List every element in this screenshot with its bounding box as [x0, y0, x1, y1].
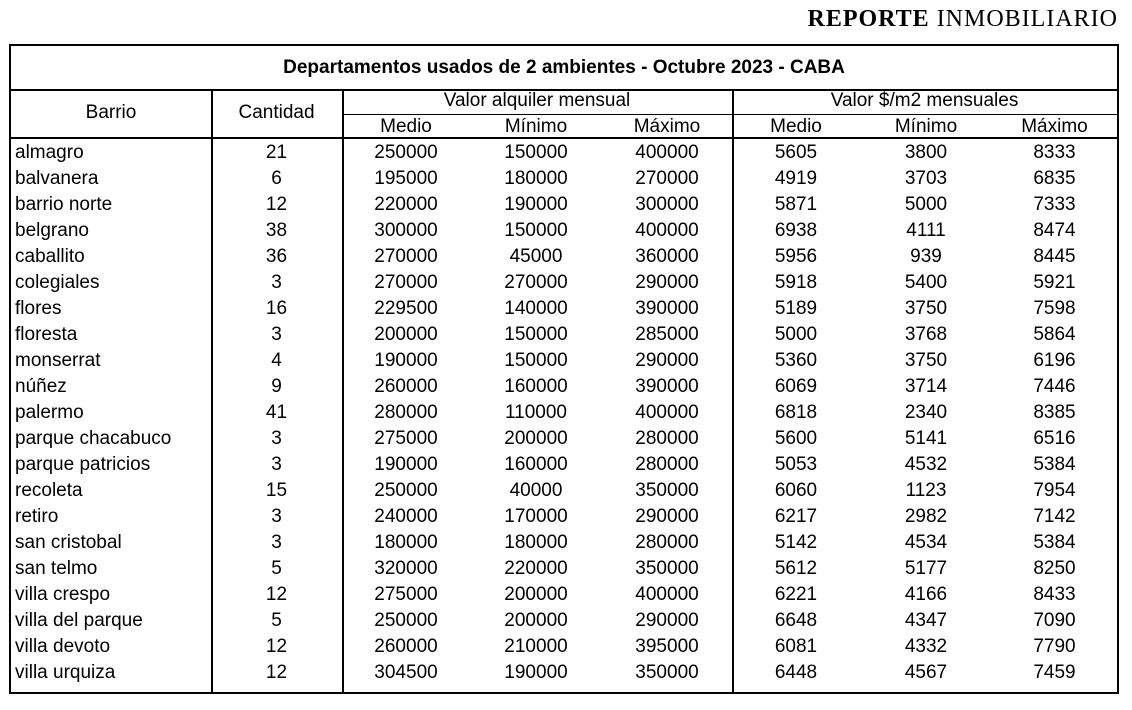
cell-m2-medio: 5871 — [774, 194, 818, 215]
table-row — [11, 140, 1117, 166]
cell-m2-medio: 6069 — [774, 376, 818, 397]
cell-m2-medio: 5142 — [774, 532, 818, 553]
cell-m2-medio: 6938 — [774, 220, 818, 241]
header-m2-maximo: Máximo — [1021, 116, 1088, 137]
cell-m2-maximo: 5921 — [1033, 272, 1076, 293]
cell-barrio: san telmo — [15, 558, 98, 579]
cell-m2-maximo: 5384 — [1033, 454, 1076, 475]
cell-alquiler-minimo: 200000 — [504, 584, 568, 605]
cell-cantidad: 12 — [265, 584, 288, 605]
cell-alquiler-maximo: 390000 — [635, 376, 699, 397]
header-alquiler-medio: Medio — [380, 116, 432, 137]
cell-alquiler-minimo: 150000 — [504, 220, 568, 241]
cell-m2-maximo: 7954 — [1033, 480, 1076, 501]
table-row — [11, 608, 1117, 634]
cell-cantidad: 4 — [271, 350, 282, 371]
cell-m2-maximo: 8333 — [1033, 142, 1076, 163]
table-row — [11, 582, 1117, 608]
cell-m2-minimo: 4166 — [904, 584, 948, 605]
cell-m2-minimo: 5000 — [904, 194, 948, 215]
cell-m2-medio: 6448 — [774, 662, 818, 683]
cell-m2-medio: 6217 — [774, 506, 818, 527]
cell-alquiler-medio: 240000 — [374, 506, 438, 527]
cell-alquiler-maximo: 300000 — [635, 194, 699, 215]
cell-alquiler-maximo: 360000 — [635, 246, 699, 267]
cell-m2-maximo: 6196 — [1033, 350, 1076, 371]
cell-m2-minimo: 3800 — [904, 142, 948, 163]
cell-alquiler-minimo: 180000 — [504, 532, 568, 553]
cell-cantidad: 3 — [271, 428, 282, 449]
cell-alquiler-medio: 275000 — [374, 584, 438, 605]
report-table — [9, 44, 1119, 694]
cell-m2-minimo: 3750 — [904, 350, 948, 371]
cell-m2-medio: 5956 — [774, 246, 818, 267]
cell-m2-medio: 5918 — [774, 272, 818, 293]
cell-alquiler-medio: 270000 — [374, 272, 438, 293]
cell-m2-maximo: 7790 — [1033, 636, 1076, 657]
table-row — [11, 556, 1117, 582]
cell-m2-medio: 6081 — [774, 636, 818, 657]
header-alquiler-maximo: Máximo — [633, 116, 701, 137]
cell-alquiler-maximo: 290000 — [635, 610, 699, 631]
cell-cantidad: 5 — [271, 558, 282, 579]
cell-alquiler-medio: 270000 — [374, 246, 438, 267]
cell-m2-medio: 6060 — [774, 480, 818, 501]
cell-alquiler-maximo: 400000 — [635, 220, 699, 241]
cell-m2-maximo: 7142 — [1033, 506, 1076, 527]
table-row — [11, 244, 1117, 270]
table-row — [11, 660, 1117, 686]
cell-alquiler-maximo: 270000 — [635, 168, 699, 189]
table-row — [11, 400, 1117, 426]
cell-barrio: palermo — [15, 402, 84, 423]
cell-alquiler-minimo: 200000 — [504, 610, 568, 631]
cell-barrio: monserrat — [15, 350, 101, 371]
cell-alquiler-maximo: 350000 — [635, 480, 699, 501]
cell-alquiler-minimo: 180000 — [504, 168, 568, 189]
cell-alquiler-medio: 190000 — [374, 350, 438, 371]
cell-barrio: parque chacabuco — [15, 428, 172, 449]
cell-alquiler-minimo: 190000 — [504, 662, 568, 683]
table-row — [11, 452, 1117, 478]
cell-m2-minimo: 4347 — [904, 610, 948, 631]
cell-cantidad: 3 — [271, 506, 282, 527]
cell-alquiler-minimo: 150000 — [504, 142, 568, 163]
header-alquiler-minimo: Mínimo — [504, 116, 568, 137]
cell-cantidad: 16 — [265, 298, 288, 319]
header-barrio: Barrio — [85, 102, 137, 123]
cell-cantidad: 41 — [265, 402, 288, 423]
cell-m2-medio: 5612 — [774, 558, 818, 579]
table-row — [11, 348, 1117, 374]
cell-alquiler-medio: 220000 — [374, 194, 438, 215]
header-group-m2: Valor $/m2 mensuales — [830, 90, 1019, 111]
cell-alquiler-medio: 250000 — [374, 610, 438, 631]
cell-barrio: floresta — [15, 324, 78, 345]
cell-alquiler-maximo: 280000 — [635, 454, 699, 475]
cell-barrio: parque patricios — [15, 454, 151, 475]
table-row — [11, 166, 1117, 192]
table-row — [11, 270, 1117, 296]
cell-m2-minimo: 3714 — [904, 376, 948, 397]
cell-m2-maximo: 7459 — [1033, 662, 1076, 683]
cell-alquiler-minimo: 170000 — [504, 506, 568, 527]
cell-m2-medio: 5000 — [774, 324, 818, 345]
table-row — [11, 322, 1117, 348]
table-row — [11, 426, 1117, 452]
cell-cantidad: 5 — [271, 610, 282, 631]
cell-barrio: belgrano — [15, 220, 89, 241]
cell-alquiler-minimo: 210000 — [504, 636, 568, 657]
header-m2-medio: Medio — [770, 116, 822, 137]
cell-alquiler-minimo: 190000 — [504, 194, 568, 215]
cell-alquiler-minimo: 150000 — [504, 324, 568, 345]
cell-alquiler-medio: 320000 — [374, 558, 438, 579]
cell-alquiler-maximo: 290000 — [635, 272, 699, 293]
table-row — [11, 530, 1117, 556]
cell-m2-medio: 6648 — [774, 610, 818, 631]
cell-alquiler-maximo: 400000 — [635, 402, 699, 423]
cell-barrio: núñez — [15, 376, 67, 397]
cell-alquiler-medio: 180000 — [374, 532, 438, 553]
cell-alquiler-minimo: 40000 — [509, 480, 563, 501]
cell-cantidad: 9 — [271, 376, 282, 397]
cell-alquiler-medio: 304500 — [374, 662, 438, 683]
brand-logo — [808, 6, 1118, 33]
cell-alquiler-minimo: 45000 — [509, 246, 563, 267]
cell-barrio: recoleta — [15, 480, 83, 501]
cell-m2-maximo: 7333 — [1033, 194, 1076, 215]
table-row — [11, 478, 1117, 504]
brand-name-bold: REPORTE — [807, 6, 930, 32]
table-title: Departamentos usados de 2 ambientes - Octubre 2023 - CABA — [11, 46, 1117, 91]
cell-alquiler-medio: 250000 — [374, 480, 438, 501]
cell-alquiler-maximo: 280000 — [635, 532, 699, 553]
cell-alquiler-medio: 280000 — [374, 402, 438, 423]
cell-alquiler-minimo: 160000 — [504, 376, 568, 397]
cell-m2-medio: 4919 — [774, 168, 818, 189]
cell-m2-minimo: 4111 — [906, 220, 946, 241]
cell-alquiler-minimo: 110000 — [505, 402, 567, 423]
cell-m2-maximo: 7446 — [1033, 376, 1076, 397]
cell-m2-maximo: 7090 — [1033, 610, 1076, 631]
table-row — [11, 192, 1117, 218]
cell-m2-minimo: 4532 — [904, 454, 948, 475]
cell-m2-medio: 5605 — [774, 142, 818, 163]
cell-alquiler-maximo: 350000 — [635, 558, 699, 579]
cell-alquiler-medio: 200000 — [374, 324, 438, 345]
cell-m2-maximo: 5864 — [1033, 324, 1076, 345]
cell-m2-medio: 5360 — [774, 350, 818, 371]
cell-alquiler-medio: 300000 — [374, 220, 438, 241]
cell-barrio: san cristobal — [15, 532, 122, 553]
cell-alquiler-maximo: 350000 — [635, 662, 699, 683]
cell-cantidad: 12 — [265, 636, 288, 657]
cell-barrio: villa devoto — [15, 636, 111, 657]
cell-alquiler-minimo: 220000 — [504, 558, 568, 579]
cell-m2-minimo: 2340 — [904, 402, 948, 423]
cell-barrio: villa urquiza — [15, 662, 116, 683]
cell-m2-medio: 5053 — [774, 454, 818, 475]
cell-alquiler-medio: 260000 — [374, 636, 438, 657]
cell-m2-minimo: 5141 — [904, 428, 948, 449]
cell-m2-minimo: 4332 — [904, 636, 948, 657]
header-cantidad: Cantidad — [238, 102, 315, 123]
cell-alquiler-minimo: 150000 — [504, 350, 568, 371]
cell-barrio: retiro — [15, 506, 59, 527]
cell-alquiler-minimo: 270000 — [504, 272, 568, 293]
cell-barrio: villa del parque — [15, 610, 143, 631]
cell-alquiler-medio: 260000 — [374, 376, 438, 397]
cell-m2-minimo: 3768 — [904, 324, 948, 345]
cell-alquiler-medio: 195000 — [374, 168, 438, 189]
cell-cantidad: 3 — [271, 532, 282, 553]
cell-cantidad: 21 — [265, 142, 288, 163]
cell-m2-medio: 6221 — [774, 584, 818, 605]
cell-alquiler-maximo: 285000 — [635, 324, 699, 345]
cell-cantidad: 6 — [271, 168, 282, 189]
cell-m2-maximo: 8250 — [1033, 558, 1076, 579]
cell-m2-minimo: 5400 — [904, 272, 948, 293]
cell-m2-maximo: 8385 — [1033, 402, 1076, 423]
cell-alquiler-maximo: 390000 — [635, 298, 699, 319]
cell-cantidad: 15 — [265, 480, 288, 501]
cell-alquiler-medio: 250000 — [374, 142, 438, 163]
cell-cantidad: 36 — [265, 246, 288, 267]
cell-m2-maximo: 8445 — [1033, 246, 1076, 267]
cell-cantidad: 3 — [271, 272, 282, 293]
cell-m2-minimo: 4567 — [904, 662, 948, 683]
brand-name-light: INMOBILIARIO — [936, 6, 1118, 32]
cell-m2-minimo: 5177 — [904, 558, 948, 579]
table-row — [11, 218, 1117, 244]
cell-barrio: balvanera — [15, 168, 99, 189]
cell-cantidad: 3 — [271, 454, 282, 475]
cell-m2-minimo: 2982 — [904, 506, 948, 527]
cell-alquiler-minimo: 140000 — [504, 298, 568, 319]
cell-alquiler-maximo: 395000 — [635, 636, 699, 657]
cell-alquiler-medio: 190000 — [374, 454, 438, 475]
table-row — [11, 634, 1117, 660]
cell-m2-minimo: 3750 — [904, 298, 948, 319]
cell-m2-maximo: 6835 — [1033, 168, 1076, 189]
cell-cantidad: 38 — [265, 220, 288, 241]
cell-barrio: flores — [15, 298, 62, 319]
cell-alquiler-maximo: 280000 — [635, 428, 699, 449]
cell-alquiler-maximo: 290000 — [635, 506, 699, 527]
cell-alquiler-maximo: 400000 — [635, 584, 699, 605]
cell-m2-maximo: 8433 — [1033, 584, 1076, 605]
cell-cantidad: 12 — [265, 194, 288, 215]
cell-alquiler-maximo: 290000 — [635, 350, 699, 371]
cell-m2-maximo: 6516 — [1033, 428, 1076, 449]
header-m2-minimo: Mínimo — [894, 116, 958, 137]
cell-m2-maximo: 8474 — [1033, 220, 1076, 241]
header-group-alquiler: Valor alquiler mensual — [443, 90, 631, 111]
table-row — [11, 374, 1117, 400]
cell-alquiler-maximo: 400000 — [635, 142, 699, 163]
cell-cantidad: 3 — [271, 324, 282, 345]
cell-alquiler-medio: 275000 — [374, 428, 438, 449]
cell-m2-maximo: 7598 — [1033, 298, 1076, 319]
cell-alquiler-medio: 229500 — [374, 298, 438, 319]
cell-m2-minimo: 1123 — [905, 480, 947, 501]
cell-m2-maximo: 5384 — [1033, 532, 1076, 553]
cell-m2-minimo: 4534 — [904, 532, 948, 553]
cell-barrio: barrio norte — [15, 194, 113, 215]
cell-barrio: colegiales — [15, 272, 100, 293]
cell-m2-minimo: 3703 — [904, 168, 948, 189]
table-row — [11, 504, 1117, 530]
cell-alquiler-minimo: 200000 — [504, 428, 568, 449]
cell-m2-minimo: 939 — [910, 246, 942, 267]
table-row — [11, 296, 1117, 322]
cell-alquiler-minimo: 160000 — [504, 454, 568, 475]
cell-barrio: villa crespo — [15, 584, 111, 605]
cell-m2-medio: 6818 — [774, 402, 818, 423]
cell-barrio: almagro — [15, 142, 84, 163]
cell-m2-medio: 5189 — [774, 298, 818, 319]
cell-barrio: caballito — [15, 246, 85, 267]
cell-cantidad: 12 — [265, 662, 288, 683]
cell-m2-medio: 5600 — [774, 428, 818, 449]
